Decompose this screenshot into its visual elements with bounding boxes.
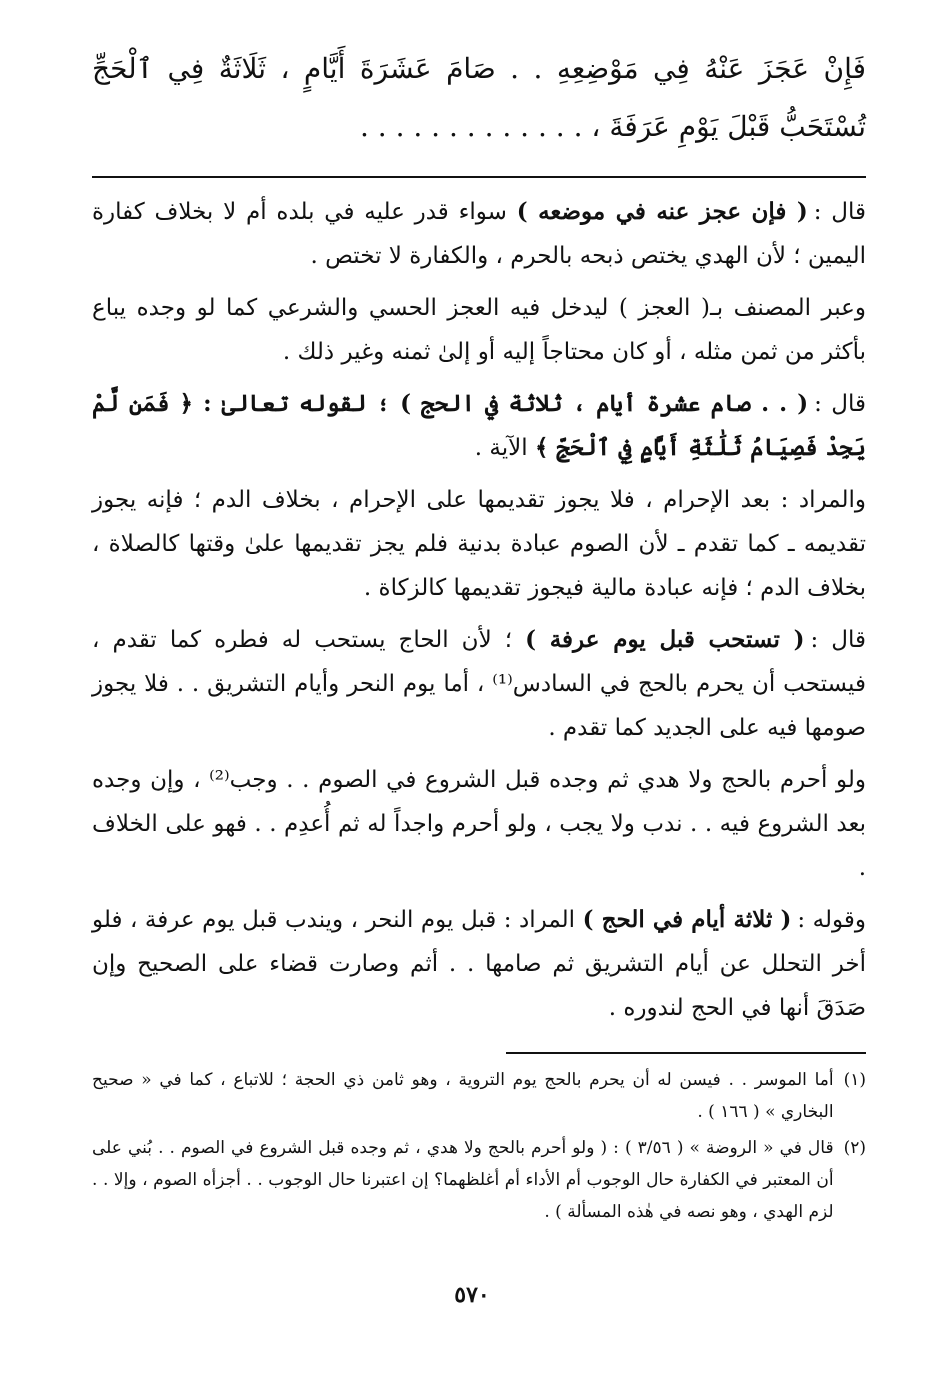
paragraph-lead: قال : [813,199,866,225]
footnotes [92,1064,866,1228]
paragraph-text: والمراد : بعد الإحرام ، فلا يجوز تقديمها على الإحرام ، بخلاف الدم ؛ فإنه يجوز تقديمه ـ كما تقدم ـ لأن الصوم عبادة بدنية فلم يجز تقديمها علىٰ وقتها كالصلاة ، بخلاف الدم ؛ فإنه عبادة مالية فيجوز تقديمها كالزكاة . [92,487,866,601]
commentary-body [92,190,866,1030]
quoted-matn: ( فإن عجز عنه في موضعه ) [516,198,808,225]
footnote-text: قال في « الروضة » ( ٣/٥٦ ) : ( ولو أحرم بالحج ولا هدي ، ثم وجده قبل الشروع في الصوم . . بُني على أن المعتبر في الكفارة حال الوجوب أم الأداء أم أغلظهما؟ إن اعتبرنا حال الوجوب . . أجزأه الصوم ، وإلا . . لزم الهدي ، وهو نصه في هٰذه المسألة ) . [92,1138,834,1222]
paragraph-text: ؛ لأن الحاج يستحب له فطره كما تقدم ، فيستحب أن يحرم بالحج في السادس⁽¹⁾ ، أما يوم النحر وأيام التشريق . . فلا يجوز صومها فيه على الجديد كما تقدم . [92,627,866,741]
footnote [92,1132,866,1228]
paragraph-lead: قال : [814,391,866,417]
main-text-matn: فَإِنْ عَجَزَ عَنْهُ فِي مَوْضِعِهِ . . صَامَ عَشَرَةَ أَيَّامٍ ، ثَلَاثَةٌ فِي ٱلْحَجِّ تُسْتَحَبُّ قَبْلَ يَوْمِ عَرَفَةَ ، . . . . . . . . . . . . . [92,52,866,143]
commentary-paragraph [92,758,866,890]
paragraph-text: المراد : قبل يوم النحر ، ويندب قبل يوم عرفة ، فلو أخر التحلل عن أيام التشريق ثم صامها . . أثم وصارت قضاء على الصحيح وإن صَدَقَ أنها في الحج لندوره . [92,907,866,1021]
paragraph-text: الآية . [474,435,528,461]
paragraph-lead: وقوله : [797,907,866,933]
separator-rule [92,176,866,178]
commentary-paragraph [92,478,866,610]
footnote-number: (١) [843,1070,866,1090]
paragraph-text: وعبر المصنف بـ( العجز ) ليدخل فيه العجز الحسي والشرعي كما لو وجده يباع بأكثر من ثمن مثله ، أو كان محتاجاً إليه أو إلىٰ ثمنه وغير ذلك . [92,295,866,365]
paragraph-text: ولو أحرم بالحج ولا هدي ثم وجده قبل الشروع في الصوم . . وجب⁽²⁾ ، وإن وجده بعد الشروع فيه . . ندب ولا يجب ، ولو أحرم واجداً له ثم أُعدِم . . فهو على الخلاف . [92,767,867,881]
paragraph-lead: قال : [810,627,866,653]
quoted-matn: ( ثلاثة أيام في الحج ) [582,906,792,933]
commentary-paragraph [92,382,866,470]
commentary-paragraph [92,190,866,278]
quoted-matn: ( . . صام عشرة أيام ، ثلاثة في الحج ) ؛ لقوله تعالىٰ : ﴿ فَمَن لَّمْ يَجِدْ فَصِيَامُ ثَلَٰثَةِ أَيَّامٍ فِي ٱلْحَجِّ ﴾ [92,390,866,461]
commentary-paragraph [92,618,866,750]
footnote-text: أما الموسر . . فيسن له أن يحرم بالحج يوم التروية ، وهو ثامن ذي الحجة ؛ للاتباع ، كما في « صحيح البخاري » ( ١٦٦ ) . [92,1070,834,1122]
page-number: ٥٧٠ [454,1282,490,1308]
footnote-number: (٢) [843,1138,866,1158]
footnote [92,1064,866,1128]
paragraph-text: سواء قدر عليه في بلده أم لا بخلاف كفارة اليمين ؛ لأن الهدي يختص ذبحه بالحرم ، والكفارة لا تختص . [92,199,866,269]
commentary-paragraph [92,286,866,374]
commentary-paragraph [92,898,866,1030]
footnote-separator [506,1052,866,1054]
footnote-rule-wrapper [92,1052,866,1054]
quoted-matn: ( تستحب قبل يوم عرفة ) [525,626,805,653]
